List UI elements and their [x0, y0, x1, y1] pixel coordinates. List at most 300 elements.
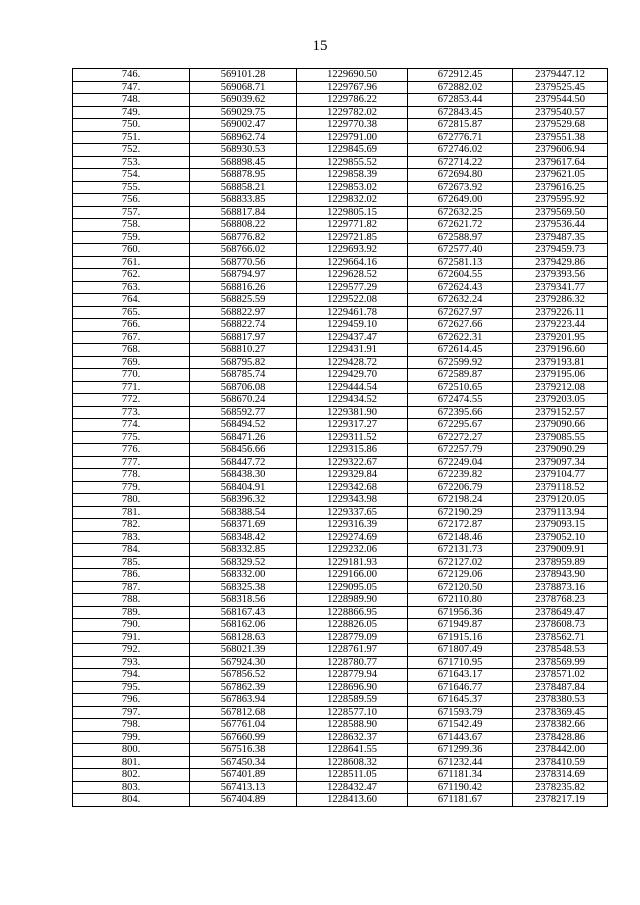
y1-cell: 1229858.39 — [297, 169, 408, 182]
y1-cell: 1229444.54 — [297, 381, 408, 394]
table-row — [73, 281, 608, 294]
y1-cell: 1228826.05 — [297, 619, 408, 632]
table-row — [73, 269, 608, 282]
x2-cell: 672190.29 — [408, 506, 513, 519]
table-row — [73, 681, 608, 694]
x2-cell: 672588.97 — [408, 231, 513, 244]
x1-cell: 569039.62 — [190, 94, 297, 107]
x2-cell: 671956.36 — [408, 606, 513, 619]
point-number-cell: 804. — [73, 794, 190, 807]
x1-cell: 567516.38 — [190, 744, 297, 757]
y2-cell: 2379009.91 — [513, 544, 608, 557]
x2-cell: 672604.55 — [408, 269, 513, 282]
point-number-cell: 760. — [73, 244, 190, 257]
y2-cell: 2379093.15 — [513, 519, 608, 532]
table-row — [73, 94, 608, 107]
point-number-cell: 769. — [73, 356, 190, 369]
x1-cell: 568930.53 — [190, 144, 297, 157]
y1-cell: 1228511.05 — [297, 769, 408, 782]
y1-cell: 1229628.52 — [297, 269, 408, 282]
x1-cell: 568817.97 — [190, 331, 297, 344]
x2-cell: 672673.92 — [408, 181, 513, 194]
y1-cell: 1229721.85 — [297, 231, 408, 244]
y2-cell: 2378487.84 — [513, 681, 608, 694]
y1-cell: 1229664.16 — [297, 256, 408, 269]
y1-cell: 1229771.82 — [297, 219, 408, 232]
x2-cell: 672577.40 — [408, 244, 513, 257]
point-number-cell: 801. — [73, 756, 190, 769]
table-row — [73, 731, 608, 744]
table-row — [73, 131, 608, 144]
y1-cell: 1229522.08 — [297, 294, 408, 307]
x1-cell: 568456.66 — [190, 444, 297, 457]
x2-cell: 671443.67 — [408, 731, 513, 744]
y1-cell: 1229434.52 — [297, 394, 408, 407]
table-row — [73, 519, 608, 532]
y2-cell: 2379195.06 — [513, 369, 608, 382]
point-number-cell: 762. — [73, 269, 190, 282]
point-number-cell: 750. — [73, 119, 190, 132]
x1-cell: 568766.02 — [190, 244, 297, 257]
x1-cell: 568329.52 — [190, 556, 297, 569]
point-number-cell: 763. — [73, 281, 190, 294]
point-number-cell: 785. — [73, 556, 190, 569]
y1-cell: 1229329.84 — [297, 469, 408, 482]
table-row — [73, 231, 608, 244]
y2-cell: 2379551.38 — [513, 131, 608, 144]
y1-cell: 1229845.69 — [297, 144, 408, 157]
point-number-cell: 748. — [73, 94, 190, 107]
y2-cell: 2379617.64 — [513, 156, 608, 169]
y2-cell: 2379097.34 — [513, 456, 608, 469]
point-number-cell: 778. — [73, 469, 190, 482]
x2-cell: 672474.55 — [408, 394, 513, 407]
point-number-cell: 782. — [73, 519, 190, 532]
y1-cell: 1229770.38 — [297, 119, 408, 132]
x2-cell: 672843.45 — [408, 106, 513, 119]
point-number-cell: 775. — [73, 431, 190, 444]
point-number-cell: 780. — [73, 494, 190, 507]
y2-cell: 2379447.12 — [513, 69, 608, 82]
y1-cell: 1228866.95 — [297, 606, 408, 619]
y2-cell: 2379085.55 — [513, 431, 608, 444]
table-row — [73, 556, 608, 569]
table-row — [73, 331, 608, 344]
point-number-cell: 755. — [73, 181, 190, 194]
table-row — [73, 594, 608, 607]
y1-cell: 1228641.55 — [297, 744, 408, 757]
point-number-cell: 790. — [73, 619, 190, 632]
point-number-cell: 797. — [73, 706, 190, 719]
point-number-cell: 799. — [73, 731, 190, 744]
x1-cell: 568318.56 — [190, 594, 297, 607]
table-row — [73, 719, 608, 732]
y1-cell: 1229181.93 — [297, 556, 408, 569]
table-row — [73, 356, 608, 369]
table-row — [73, 181, 608, 194]
x2-cell: 672129.06 — [408, 569, 513, 582]
x2-cell: 672912.45 — [408, 69, 513, 82]
x1-cell: 569068.71 — [190, 81, 297, 94]
y2-cell: 2379226.11 — [513, 306, 608, 319]
x2-cell: 671593.79 — [408, 706, 513, 719]
x2-cell: 672131.73 — [408, 544, 513, 557]
x2-cell: 671643.17 — [408, 669, 513, 682]
x2-cell: 672239.82 — [408, 469, 513, 482]
point-number-cell: 746. — [73, 69, 190, 82]
point-number-cell: 757. — [73, 206, 190, 219]
y2-cell: 2378217.19 — [513, 794, 608, 807]
table-row — [73, 306, 608, 319]
y1-cell: 1228577.10 — [297, 706, 408, 719]
point-number-cell: 765. — [73, 306, 190, 319]
x2-cell: 672624.43 — [408, 281, 513, 294]
table-row — [73, 344, 608, 357]
x1-cell: 568822.97 — [190, 306, 297, 319]
table-row — [73, 244, 608, 257]
y1-cell: 1229311.52 — [297, 431, 408, 444]
point-number-cell: 771. — [73, 381, 190, 394]
y1-cell: 1229315.86 — [297, 444, 408, 457]
point-number-cell: 768. — [73, 344, 190, 357]
point-number-cell: 781. — [73, 506, 190, 519]
point-number-cell: 758. — [73, 219, 190, 232]
point-number-cell: 752. — [73, 144, 190, 157]
y1-cell: 1229381.90 — [297, 406, 408, 419]
x1-cell: 568808.22 — [190, 219, 297, 232]
point-number-cell: 795. — [73, 681, 190, 694]
x1-cell: 567450.34 — [190, 756, 297, 769]
table-row — [73, 294, 608, 307]
x1-cell: 568404.91 — [190, 481, 297, 494]
x1-cell: 568776.82 — [190, 231, 297, 244]
x2-cell: 672627.66 — [408, 319, 513, 332]
table-row — [73, 394, 608, 407]
y1-cell: 1228632.37 — [297, 731, 408, 744]
y2-cell: 2379120.05 — [513, 494, 608, 507]
y1-cell: 1229232.06 — [297, 544, 408, 557]
point-number-cell: 754. — [73, 169, 190, 182]
x1-cell: 568898.45 — [190, 156, 297, 169]
y1-cell: 1229791.00 — [297, 131, 408, 144]
x2-cell: 672510.65 — [408, 381, 513, 394]
table-row — [73, 106, 608, 119]
point-number-cell: 792. — [73, 644, 190, 657]
y1-cell: 1229782.02 — [297, 106, 408, 119]
table-row — [73, 81, 608, 94]
x1-cell: 568794.97 — [190, 269, 297, 282]
x2-cell: 672632.24 — [408, 294, 513, 307]
x2-cell: 671710.95 — [408, 656, 513, 669]
x1-cell: 568810.27 — [190, 344, 297, 357]
y2-cell: 2379536.44 — [513, 219, 608, 232]
y2-cell: 2379595.92 — [513, 194, 608, 207]
x2-cell: 672581.13 — [408, 256, 513, 269]
x2-cell: 672632.25 — [408, 206, 513, 219]
x2-cell: 672172.87 — [408, 519, 513, 532]
x1-cell: 568348.42 — [190, 531, 297, 544]
table-row — [73, 156, 608, 169]
point-number-cell: 776. — [73, 444, 190, 457]
x1-cell: 568128.63 — [190, 631, 297, 644]
x2-cell: 672589.87 — [408, 369, 513, 382]
y2-cell: 2378382.66 — [513, 719, 608, 732]
point-number-cell: 747. — [73, 81, 190, 94]
x2-cell: 671232.44 — [408, 756, 513, 769]
y1-cell: 1229693.92 — [297, 244, 408, 257]
x1-cell: 568332.85 — [190, 544, 297, 557]
x1-cell: 568670.24 — [190, 394, 297, 407]
y1-cell: 1229166.00 — [297, 569, 408, 582]
x2-cell: 672257.79 — [408, 444, 513, 457]
point-number-cell: 784. — [73, 544, 190, 557]
y1-cell: 1229459.10 — [297, 319, 408, 332]
point-number-cell: 766. — [73, 319, 190, 332]
table-row — [73, 369, 608, 382]
y1-cell: 1229767.96 — [297, 81, 408, 94]
y2-cell: 2379459.73 — [513, 244, 608, 257]
table-row — [73, 794, 608, 807]
point-number-cell: 753. — [73, 156, 190, 169]
x1-cell: 568388.54 — [190, 506, 297, 519]
y1-cell: 1229337.65 — [297, 506, 408, 519]
table-row — [73, 144, 608, 157]
x1-cell: 568162.06 — [190, 619, 297, 632]
point-number-cell: 798. — [73, 719, 190, 732]
y2-cell: 2378569.99 — [513, 656, 608, 669]
y2-cell: 2379540.57 — [513, 106, 608, 119]
x1-cell: 568494.52 — [190, 419, 297, 432]
x2-cell: 672882.02 — [408, 81, 513, 94]
table-row — [73, 644, 608, 657]
point-number-cell: 751. — [73, 131, 190, 144]
x1-cell: 568447.72 — [190, 456, 297, 469]
y2-cell: 2379487.35 — [513, 231, 608, 244]
x2-cell: 672198.24 — [408, 494, 513, 507]
x2-cell: 672599.92 — [408, 356, 513, 369]
y2-cell: 2379196.60 — [513, 344, 608, 357]
x2-cell: 672395.66 — [408, 406, 513, 419]
table-row — [73, 256, 608, 269]
x2-cell: 671181.34 — [408, 769, 513, 782]
x1-cell: 568825.59 — [190, 294, 297, 307]
x1-cell: 568817.84 — [190, 206, 297, 219]
x1-cell: 568833.85 — [190, 194, 297, 207]
y2-cell: 2378235.82 — [513, 781, 608, 794]
x2-cell: 672853.44 — [408, 94, 513, 107]
y1-cell: 1229428.72 — [297, 356, 408, 369]
table-row — [73, 506, 608, 519]
y2-cell: 2379606.94 — [513, 144, 608, 157]
table-row — [73, 194, 608, 207]
point-number-cell: 800. — [73, 744, 190, 757]
x1-cell: 568167.43 — [190, 606, 297, 619]
x1-cell: 567856.52 — [190, 669, 297, 682]
x2-cell: 672206.79 — [408, 481, 513, 494]
y1-cell: 1229316.39 — [297, 519, 408, 532]
y2-cell: 2378380.53 — [513, 694, 608, 707]
y1-cell: 1229095.05 — [297, 581, 408, 594]
table-row — [73, 544, 608, 557]
x1-cell: 567660.99 — [190, 731, 297, 744]
x1-cell: 569002.47 — [190, 119, 297, 132]
x2-cell: 671299.36 — [408, 744, 513, 757]
table-row — [73, 581, 608, 594]
table-row — [73, 169, 608, 182]
table-row — [73, 494, 608, 507]
y1-cell: 1229853.02 — [297, 181, 408, 194]
point-number-cell: 761. — [73, 256, 190, 269]
x2-cell: 671915.16 — [408, 631, 513, 644]
x1-cell: 567413.13 — [190, 781, 297, 794]
point-number-cell: 802. — [73, 769, 190, 782]
point-number-cell: 756. — [73, 194, 190, 207]
table-row — [73, 756, 608, 769]
table-row — [73, 444, 608, 457]
x1-cell: 568471.26 — [190, 431, 297, 444]
point-number-cell: 788. — [73, 594, 190, 607]
y2-cell: 2379090.66 — [513, 419, 608, 432]
table-row — [73, 606, 608, 619]
x1-cell: 567761.04 — [190, 719, 297, 732]
y2-cell: 2379118.52 — [513, 481, 608, 494]
y1-cell: 1229431.91 — [297, 344, 408, 357]
table-row — [73, 769, 608, 782]
point-number-cell: 796. — [73, 694, 190, 707]
y2-cell: 2378548.53 — [513, 644, 608, 657]
y2-cell: 2378428.86 — [513, 731, 608, 744]
coordinates-table-body — [73, 69, 608, 807]
y2-cell: 2378959.89 — [513, 556, 608, 569]
y2-cell: 2378649.47 — [513, 606, 608, 619]
y2-cell: 2378314.69 — [513, 769, 608, 782]
x2-cell: 672714.22 — [408, 156, 513, 169]
y2-cell: 2378943.90 — [513, 569, 608, 582]
y1-cell: 1229855.52 — [297, 156, 408, 169]
point-number-cell: 764. — [73, 294, 190, 307]
table-row — [73, 69, 608, 82]
x1-cell: 567863.94 — [190, 694, 297, 707]
y2-cell: 2379544.50 — [513, 94, 608, 107]
x1-cell: 568816.26 — [190, 281, 297, 294]
x1-cell: 568822.74 — [190, 319, 297, 332]
y2-cell: 2379393.56 — [513, 269, 608, 282]
table-row — [73, 569, 608, 582]
x2-cell: 671807.49 — [408, 644, 513, 657]
y2-cell: 2379621.05 — [513, 169, 608, 182]
x1-cell: 568962.74 — [190, 131, 297, 144]
x2-cell: 672815.87 — [408, 119, 513, 132]
point-number-cell: 774. — [73, 419, 190, 432]
y2-cell: 2379341.77 — [513, 281, 608, 294]
y1-cell: 1228608.32 — [297, 756, 408, 769]
y1-cell: 1229317.27 — [297, 419, 408, 432]
point-number-cell: 789. — [73, 606, 190, 619]
y2-cell: 2378608.73 — [513, 619, 608, 632]
point-number-cell: 803. — [73, 781, 190, 794]
x1-cell: 567812.68 — [190, 706, 297, 719]
point-number-cell: 786. — [73, 569, 190, 582]
table-row — [73, 381, 608, 394]
table-row — [73, 481, 608, 494]
y1-cell: 1229832.02 — [297, 194, 408, 207]
y1-cell: 1229274.69 — [297, 531, 408, 544]
y1-cell: 1229343.98 — [297, 494, 408, 507]
y2-cell: 2378873.16 — [513, 581, 608, 594]
x1-cell: 568325.38 — [190, 581, 297, 594]
x1-cell: 567924.30 — [190, 656, 297, 669]
y1-cell: 1228761.97 — [297, 644, 408, 657]
x1-cell: 568878.95 — [190, 169, 297, 182]
x2-cell: 671646.77 — [408, 681, 513, 694]
point-number-cell: 749. — [73, 106, 190, 119]
point-number-cell: 791. — [73, 631, 190, 644]
table-row — [73, 119, 608, 132]
x1-cell: 567404.89 — [190, 794, 297, 807]
point-number-cell: 794. — [73, 669, 190, 682]
x1-cell: 567401.89 — [190, 769, 297, 782]
point-number-cell: 793. — [73, 656, 190, 669]
x2-cell: 671542.49 — [408, 719, 513, 732]
x1-cell: 568795.82 — [190, 356, 297, 369]
x2-cell: 671181.67 — [408, 794, 513, 807]
y2-cell: 2379525.45 — [513, 81, 608, 94]
point-number-cell: 783. — [73, 531, 190, 544]
y2-cell: 2379616.25 — [513, 181, 608, 194]
y2-cell: 2379212.08 — [513, 381, 608, 394]
y2-cell: 2379090.29 — [513, 444, 608, 457]
y1-cell: 1228780.77 — [297, 656, 408, 669]
y2-cell: 2379429.86 — [513, 256, 608, 269]
table-row — [73, 781, 608, 794]
point-number-cell: 772. — [73, 394, 190, 407]
x1-cell: 568706.08 — [190, 381, 297, 394]
table-row — [73, 531, 608, 544]
y2-cell: 2378768.23 — [513, 594, 608, 607]
point-number-cell: 779. — [73, 481, 190, 494]
table-row — [73, 656, 608, 669]
y2-cell: 2379529.68 — [513, 119, 608, 132]
y2-cell: 2378442.00 — [513, 744, 608, 757]
table-row — [73, 319, 608, 332]
table-row — [73, 469, 608, 482]
y1-cell: 1228779.09 — [297, 631, 408, 644]
x2-cell: 672746.02 — [408, 144, 513, 157]
x1-cell: 568858.21 — [190, 181, 297, 194]
y1-cell: 1228696.90 — [297, 681, 408, 694]
point-number-cell: 773. — [73, 406, 190, 419]
x2-cell: 672120.50 — [408, 581, 513, 594]
table-row — [73, 694, 608, 707]
y2-cell: 2379052.10 — [513, 531, 608, 544]
y1-cell: 1229577.29 — [297, 281, 408, 294]
y2-cell: 2379286.32 — [513, 294, 608, 307]
x1-cell: 568770.56 — [190, 256, 297, 269]
x2-cell: 672622.31 — [408, 331, 513, 344]
y2-cell: 2378369.45 — [513, 706, 608, 719]
point-number-cell: 777. — [73, 456, 190, 469]
x1-cell: 568371.69 — [190, 519, 297, 532]
x2-cell: 671190.42 — [408, 781, 513, 794]
table-row — [73, 219, 608, 232]
y1-cell: 1228432.47 — [297, 781, 408, 794]
x1-cell: 568785.74 — [190, 369, 297, 382]
y1-cell: 1229437.47 — [297, 331, 408, 344]
y1-cell: 1228989.90 — [297, 594, 408, 607]
x1-cell: 568332.00 — [190, 569, 297, 582]
y2-cell: 2379223.44 — [513, 319, 608, 332]
y2-cell: 2379152.57 — [513, 406, 608, 419]
